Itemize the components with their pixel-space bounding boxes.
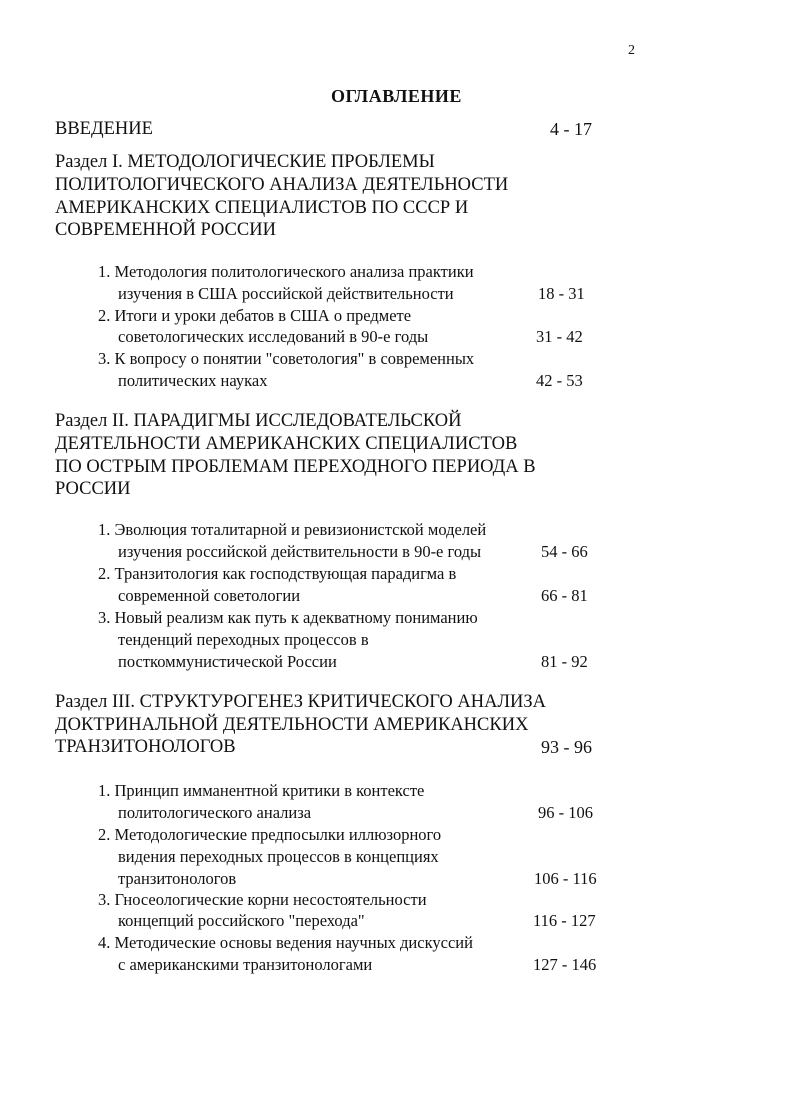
toc-item-line: политических науках [118,371,268,390]
toc-item-line: 4. Методические основы ведения научных дискуссий [98,933,473,952]
toc-item-pages: 81 - 92 [541,652,588,671]
toc-item-pages: 106 - 116 [534,869,597,888]
toc-item-line: посткоммунистической России [118,652,337,671]
section-heading-line: ПОЛИТОЛОГИЧЕСКОГО АНАЛИЗА ДЕЯТЕЛЬНОСТИ [55,175,509,195]
intro-pages: 4 - 17 [550,119,592,139]
toc-item-line: советологических исследований в 90-е годы [118,327,429,346]
toc-item-line: 3. Новый реализм как путь к адекватному пониманию [98,608,478,627]
toc-item-pages: 18 - 31 [538,284,585,303]
toc-item-line: современной советологии [118,586,301,605]
toc-item-line: видения переходных процессов в концепциях [118,847,439,866]
section-heading-pages: 93 - 96 [541,737,592,757]
toc-item-line: 1. Принцип имманентной критики в контексте [98,781,425,800]
toc-item-pages: 96 - 106 [538,803,593,822]
toc-item-pages: 116 - 127 [533,911,596,930]
section-heading-line: ТРАНЗИТОНОЛОГОВ [55,737,236,757]
toc-item-pages: 127 - 146 [533,955,597,974]
section-heading-line: Раздел II. ПАРАДИГМЫ ИССЛЕДОВАТЕЛЬСКОЙ [55,411,462,431]
toc-title: ОГЛАВЛЕНИЕ [331,86,462,106]
section-heading-line: ПО ОСТРЫМ ПРОБЛЕМАМ ПЕРЕХОДНОГО ПЕРИОДА В [55,457,536,477]
toc-item-line: 1. Методология политологического анализа практики [98,262,474,281]
section-heading-line: Раздел III. СТРУКТУРОГЕНЕЗ КРИТИЧЕСКОГО АНАЛИЗА [55,692,547,712]
toc-item-pages: 31 - 42 [536,327,583,346]
section-heading-line: СОВРЕМЕННОЙ РОССИИ [55,220,276,240]
toc-item-line: 3. К вопросу о понятии "советология" в современных [98,349,475,368]
intro-label: ВВЕДЕНИЕ [55,119,153,139]
section-heading-line: ДЕЯТЕЛЬНОСТИ АМЕРИКАНСКИХ СПЕЦИАЛИСТОВ [55,434,518,454]
section-heading-line: ДОКТРИНАЛЬНОЙ ДЕЯТЕЛЬНОСТИ АМЕРИКАНСКИХ [55,715,529,735]
toc-item-line: изучения в США российской действительности [118,284,454,303]
toc-item-line: 3. Гносеологические корни несостоятельности [98,890,427,909]
toc-item-line: 2. Итоги и уроки дебатов в США о предмете [98,306,412,325]
toc-item-line: изучения российской действительности в 90-е годы [118,542,482,561]
section-heading-line: РОССИИ [55,479,131,499]
toc-item-pages: 42 - 53 [536,371,583,390]
page-number: 2 [628,43,635,58]
section-heading-line: АМЕРИКАНСКИХ СПЕЦИАЛИСТОВ ПО СССР И [55,198,469,218]
toc-item-line: тенденций переходных процессов в [118,630,369,649]
toc-item-pages: 54 - 66 [541,542,588,561]
toc-item-line: 2. Транзитология как господствующая парадигма в [98,564,457,583]
toc-item-line: с американскими транзитонологами [118,955,373,974]
toc-item-line: 2. Методологические предпосылки иллюзорного [98,825,442,844]
toc-item-line: концепций российского "перехода" [118,911,365,930]
toc-item-line: транзитонологов [118,869,237,888]
toc-item-line: 1. Эволюция тоталитарной и ревизионистской моделей [98,520,487,539]
toc-item-line: политологического анализа [118,803,312,822]
toc-item-pages: 66 - 81 [541,586,588,605]
section-heading-line: Раздел I. МЕТОДОЛОГИЧЕСКИЕ ПРОБЛЕМЫ [55,152,435,172]
